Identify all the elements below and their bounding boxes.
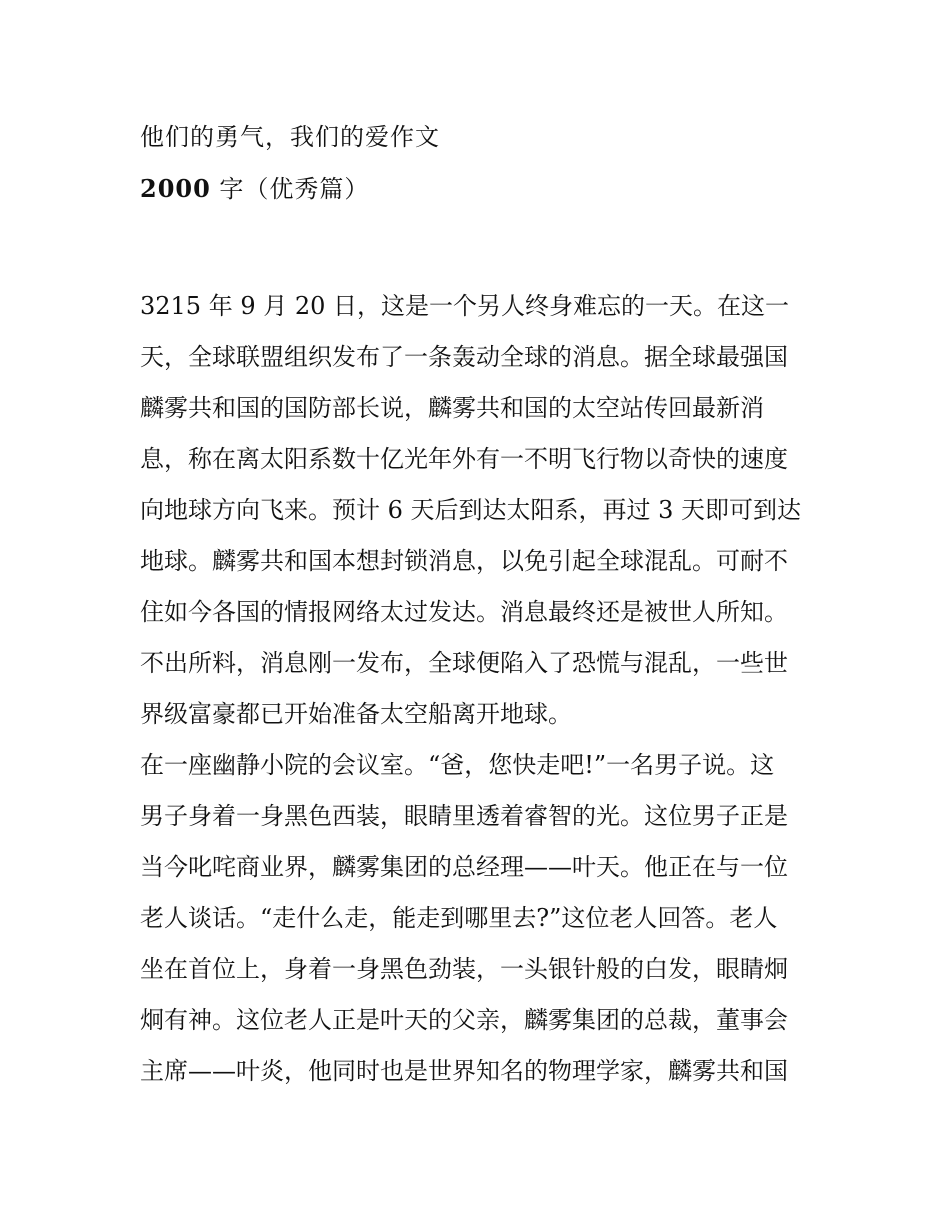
body-text [140,281,830,1097]
body-line: 坐在首位上，身着一身黑色劲装，一头银针般的白发，眼睛炯 [140,955,788,983]
body-line: 在一座幽静小院的会议室。“爸，您快走吧!”一名男子说。这 [140,751,775,779]
body-line: 不出所料，消息刚一发布，全球便陷入了恐慌与混乱，一些世 [140,649,788,677]
body-line: 主席——叶炎，他同时也是世界知名的物理学家，麟雾共和国 [140,1057,788,1085]
body-line: 炯有神。这位老人正是叶天的父亲，麟雾集团的总裁，董事会 [140,1006,788,1034]
body-line: 息，称在离太阳系数十亿光年外有一不明飞行物以奇快的速度 [140,445,788,473]
body-line: 麟雾共和国的国防部长说，麟雾共和国的太空站传回最新消 [140,394,764,422]
title-line-1: 他们的勇气，我们的爱作文 [140,123,440,151]
title-suffix: 字（优秀篇） [210,175,370,203]
body-line: 老人谈话。“走什么走，能走到哪里去?”这位老人回答。老人 [140,904,778,932]
title-number: 2000 [140,174,211,203]
body-line: 向地球方向飞来。预计 6 天后到达太阳系，再过 3 天即可到达 [140,496,802,524]
body-line: 地球。麟雾共和国本想封锁消息，以免引起全球混乱。可耐不 [140,547,788,575]
body-line: 3215 年 9 月 20 日，这是一个另人终身难忘的一天。在这一 [140,292,790,320]
body-line: 男子身着一身黑色西装，眼睛里透着睿智的光。这位男子正是 [140,802,788,830]
body-line: 当今叱咤商业界，麟雾集团的总经理——叶天。他正在与一位 [140,853,788,881]
body-line: 住如今各国的情报网络太过发达。消息最终还是被世人所知。 [140,598,788,626]
body-line: 界级富豪都已开始准备太空船离开地球。 [140,700,572,728]
document-title [140,112,840,214]
title-line-2 [140,163,840,214]
body-line: 天，全球联盟组织发布了一条轰动全球的消息。据全球最强国 [140,343,788,371]
